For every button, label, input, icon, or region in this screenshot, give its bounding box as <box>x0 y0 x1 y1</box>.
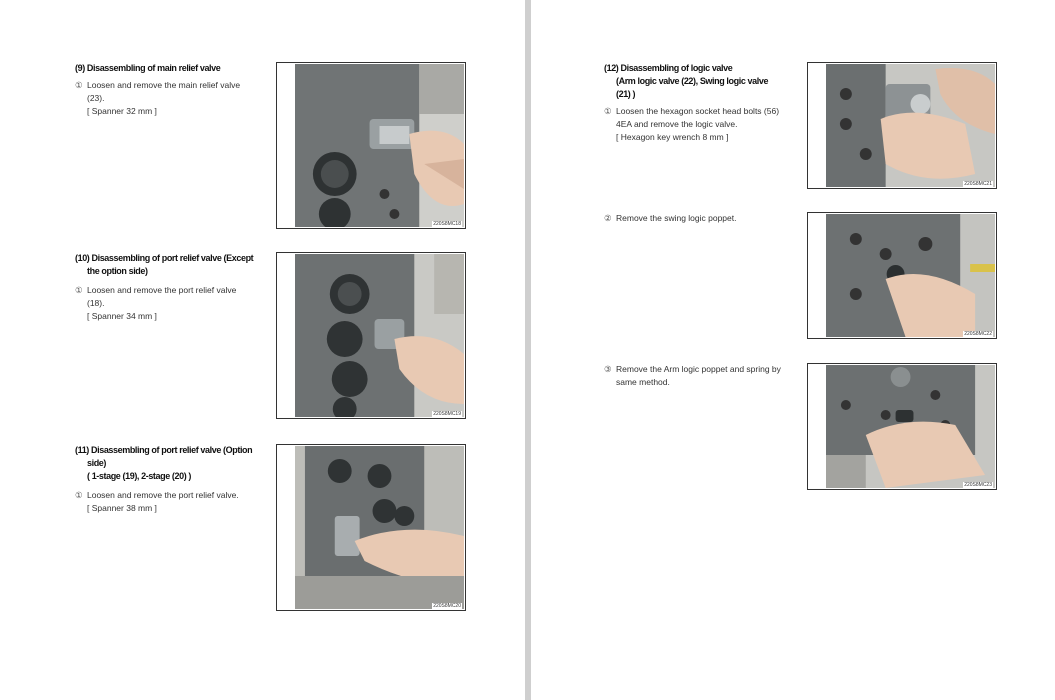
step-number: ① <box>75 80 83 90</box>
step-1 <box>75 489 257 502</box>
photo-swing-logic-poppet <box>807 212 997 339</box>
heading-line3: (21) ) <box>616 89 636 99</box>
section-12-step-2 <box>604 212 784 225</box>
section-10-heading <box>75 252 255 278</box>
step-number: ① <box>75 285 83 295</box>
tool-note: [ Spanner 32 mm ] <box>87 106 157 116</box>
photo-illustration <box>826 365 995 488</box>
step-text: Loosen the hexagon socket head bolts (56) 4EA and remove the logic valve. <box>616 106 780 129</box>
tool-note: [ Hexagon key wrench 8 mm ] <box>616 132 729 142</box>
step-text: Loosen and remove the port relief valve (18). <box>87 285 237 308</box>
step-number: ② <box>604 213 612 223</box>
step-3 <box>604 363 789 389</box>
heading-line1: (12) Disassembling of logic valve <box>604 63 733 73</box>
section-12 <box>604 62 784 144</box>
section-11-heading <box>75 444 257 483</box>
step-number: ③ <box>604 364 612 374</box>
photo-caption: 220S8MC22 <box>964 331 992 337</box>
section-11 <box>75 444 257 515</box>
section-9-heading: (9) Disassembling of main relief valve <box>75 63 221 73</box>
heading-line2: (Arm logic valve (22), Swing logic valve <box>616 76 769 86</box>
photo-illustration <box>295 446 464 609</box>
heading-line1: (10) Disassembling of port relief valve (Except <box>75 253 254 263</box>
right-page <box>531 0 1055 700</box>
photo-illustration <box>295 64 464 227</box>
step-text: Loosen and remove the port relief valve. <box>87 490 239 500</box>
section-12-heading <box>604 62 784 101</box>
heading-line2: side) <box>87 458 107 468</box>
step-2 <box>604 212 784 225</box>
step-text: Remove the swing logic poppet. <box>616 213 737 223</box>
photo-illustration <box>295 254 464 417</box>
left-page <box>0 0 525 700</box>
tool-note: [ Spanner 38 mm ] <box>87 503 157 513</box>
section-12-step-3 <box>604 363 789 389</box>
photo-port-relief-valve <box>276 252 466 419</box>
step-1 <box>75 284 255 310</box>
section-9 <box>75 62 255 118</box>
tool-note: [ Spanner 34 mm ] <box>87 311 157 321</box>
photo-caption: 220S8MC23 <box>964 482 992 488</box>
step-1 <box>604 105 784 131</box>
photo-caption: 220S8MC18 <box>433 221 461 227</box>
step-1 <box>75 79 255 105</box>
photo-caption: 220S8MC19 <box>433 411 461 417</box>
step-number: ① <box>604 106 612 116</box>
photo-caption: 220S8MC21 <box>964 181 992 187</box>
section-10 <box>75 252 255 323</box>
photo-arm-logic-poppet <box>807 363 997 490</box>
heading-line1: (11) Disassembling of port relief valve (Option <box>75 445 253 455</box>
photo-option-relief-valve <box>276 444 466 611</box>
photo-main-relief-valve <box>276 62 466 229</box>
step-text: Remove the Arm logic poppet and spring by same method. <box>616 364 781 387</box>
step-number: ① <box>75 490 83 500</box>
photo-illustration <box>826 64 995 187</box>
photo-illustration <box>826 214 995 337</box>
step-text: Loosen and remove the main relief valve (23). <box>87 80 241 103</box>
heading-line2: the option side) <box>87 266 148 276</box>
photo-caption: 220S8MC20 <box>433 603 461 609</box>
photo-logic-valve <box>807 62 997 189</box>
heading-line3: ( 1-stage (19), 2-stage (20) ) <box>87 471 192 481</box>
